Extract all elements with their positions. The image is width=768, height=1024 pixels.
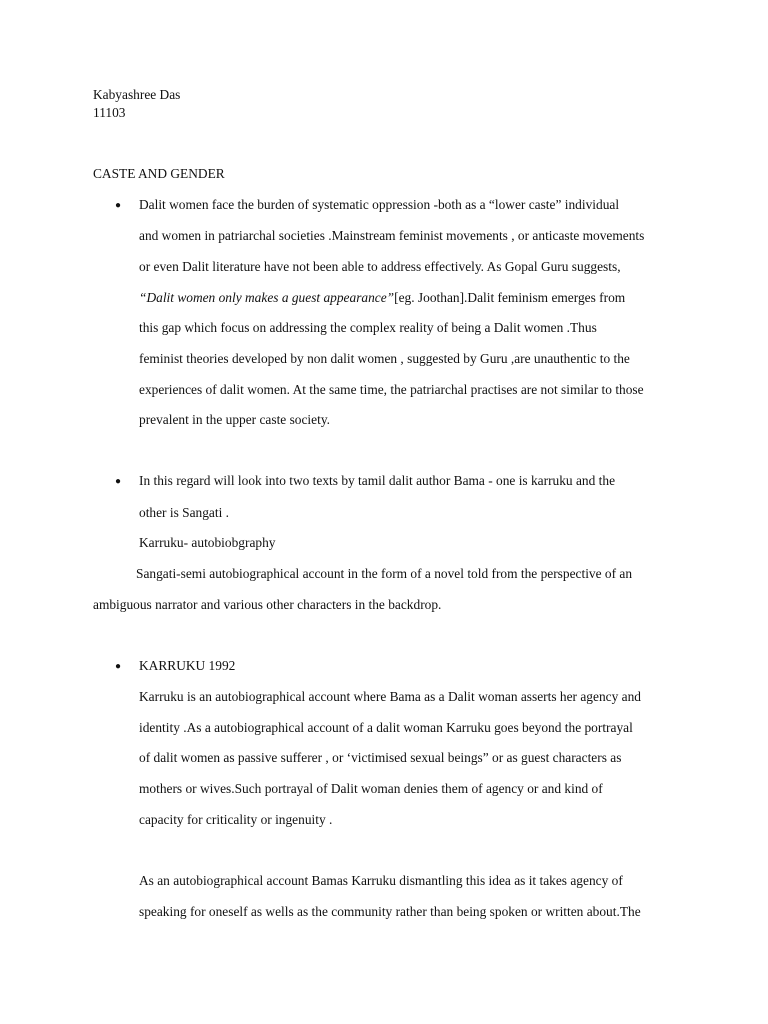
paragraph-line [139, 290, 625, 306]
paragraph-line: mothers or wives.Such portrayal of Dalit woman denies them of agency or and kind of [139, 781, 603, 796]
paragraph-line: capacity for criticality or ingenuity . [139, 812, 333, 827]
quote-continuation: [eg. Joothan].Dalit feminism emerges from [394, 290, 626, 305]
bullet-icon: ● [115, 476, 122, 487]
paragraph-line: experiences of dalit women. At the same time, the patriarchal practises are not similar to those [139, 382, 644, 397]
roll-number: 11103 [93, 105, 126, 120]
paragraph-line: and women in patriarchal societies .Mainstream feminist movements , or anticaste movements [139, 228, 645, 243]
paragraph-line: Karruku is an autobiographical account where Bama as a Dalit woman asserts her agency and [139, 689, 641, 704]
paragraph-line: In this regard will look into two texts by tamil dalit author Bama - one is karruku and the [139, 473, 616, 488]
paragraph-line: prevalent in the upper caste society. [139, 412, 330, 427]
paragraph-line: other is Sangati . [139, 505, 230, 520]
paragraph-line: As an autobiographical account Bamas Karruku dismantling this idea as it takes agency of [139, 873, 623, 888]
paragraph-line: speaking for oneself as wells as the community rather than being spoken or written about.The [139, 904, 641, 919]
paragraph-line: identity .As a autobiographical account of a dalit woman Karruku goes beyond the portrayal [139, 720, 633, 735]
bullet-icon: ● [115, 200, 122, 211]
paragraph-line: this gap which focus on addressing the complex reality of being a Dalit women .Thus [139, 320, 597, 335]
paragraph-line: feminist theories developed by non dalit women , suggested by Guru ,are unauthentic to the [139, 351, 630, 366]
bullet-icon: ● [115, 661, 122, 672]
paragraph-line: ambiguous narrator and various other characters in the backdrop. [93, 597, 442, 612]
guru-quote: “Dalit women only makes a guest appearance” [139, 290, 395, 305]
author-name: Kabyashree Das [93, 87, 181, 102]
subsection-title: KARRUKU 1992 [139, 658, 236, 673]
paragraph-line: Dalit women face the burden of systematic oppression -both as a “lower caste” individual [139, 197, 620, 212]
section-heading: CASTE AND GENDER [93, 166, 225, 181]
karruku-definition: Karruku- autobiobgraphy [139, 535, 276, 550]
paragraph-line: of dalit women as passive sufferer , or ‘victimised sexual beings” or as guest characters as [139, 750, 622, 765]
sangati-definition: Sangati-semi autobiographical account in the form of a novel told from the perspective of an [136, 566, 633, 581]
paragraph-line: or even Dalit literature have not been able to address effectively. As Gopal Guru suggests, [139, 259, 621, 274]
